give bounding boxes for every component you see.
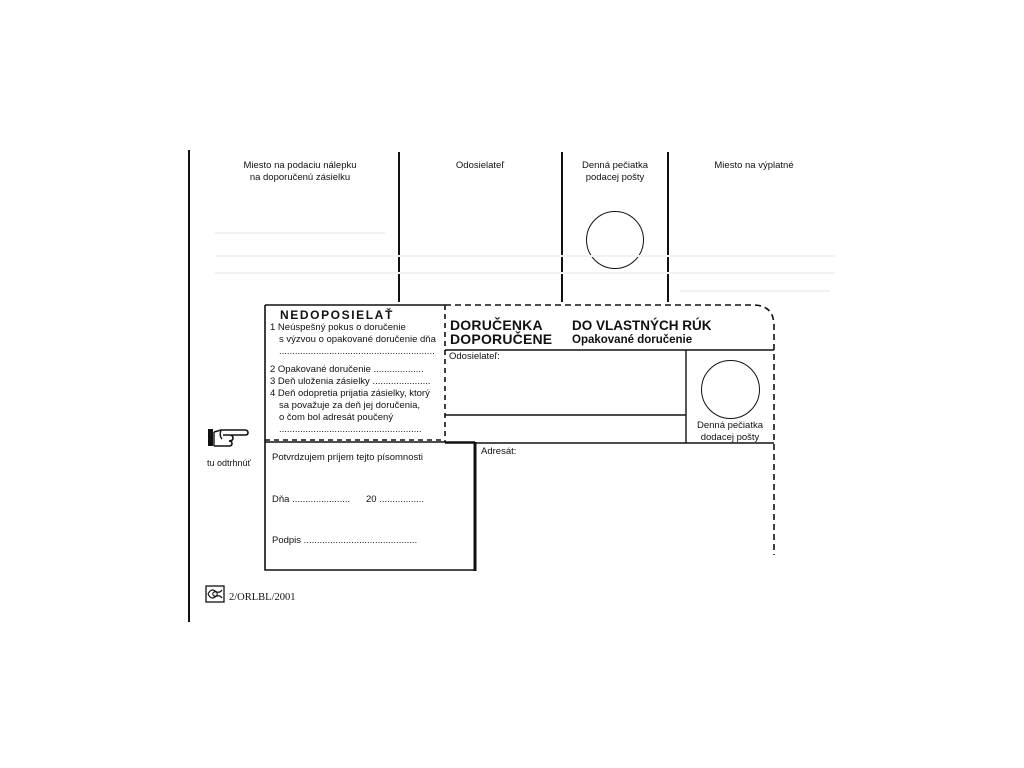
- pointing-hand-icon: [207, 426, 249, 450]
- addressee-label: Adresát:: [481, 446, 517, 457]
- receipt-title: DORUČENKA: [450, 317, 543, 333]
- tear-here-label: tu odtrhnúť: [207, 458, 251, 468]
- form-code: 2/ORLBL/2001: [229, 592, 296, 603]
- item1-line2: s výzvou o opakované doručenie dňa: [279, 334, 436, 345]
- repeated-delivery-subtitle: Opakované doručenie: [572, 334, 693, 346]
- signature-field: Podpis ...........................................: [272, 535, 418, 546]
- item1-dots: ...........................................................: [279, 346, 435, 357]
- year-field: 20 .................: [366, 494, 425, 505]
- postage-place-label: Miesto na výplatné: [714, 160, 794, 171]
- sticker-place-label: Miesto na podaciu nálepku na doporučenú zásielku: [243, 160, 357, 183]
- confirmation-heading: Potvrdzujem príjem tejto písomnosti: [272, 452, 424, 463]
- daily-stamp-label: Denná pečiatka podacej pošty: [581, 160, 649, 183]
- personal-delivery-title: DO VLASTNÝCH RÚK: [572, 318, 712, 333]
- delivery-stamp-label: Denná pečiatka dodacej pošty: [696, 420, 764, 443]
- item4-line3: o čom bol adresát poučený: [279, 412, 394, 423]
- sender-label: Odosielateľ:: [449, 351, 500, 362]
- item2-line: 2 Opakované doručenie ...................: [270, 364, 424, 375]
- item1-line1: 1 Neúspešný pokus o doručenie: [270, 322, 406, 333]
- delivery-stamp-circle: [701, 360, 760, 419]
- item4-dots: ......................................................: [279, 424, 422, 435]
- registered-title: DOPORUČENE: [450, 331, 553, 347]
- item3-line: 3 Deň uloženia zásielky ......................: [270, 376, 431, 387]
- date-field: Dňa ......................: [272, 494, 351, 505]
- no-forward-title: NEDOPOSIELAŤ: [280, 308, 394, 322]
- item4-line2: sa považuje za deň jej doručenia,: [279, 400, 421, 411]
- no-forward-panel: [270, 309, 442, 436]
- post-horn-logo-icon: [205, 585, 225, 603]
- item4-line1: 4 Deň odopretia prijatia zásielky, ktorý: [270, 388, 430, 399]
- sender-top-label: Odosielateľ: [455, 160, 505, 171]
